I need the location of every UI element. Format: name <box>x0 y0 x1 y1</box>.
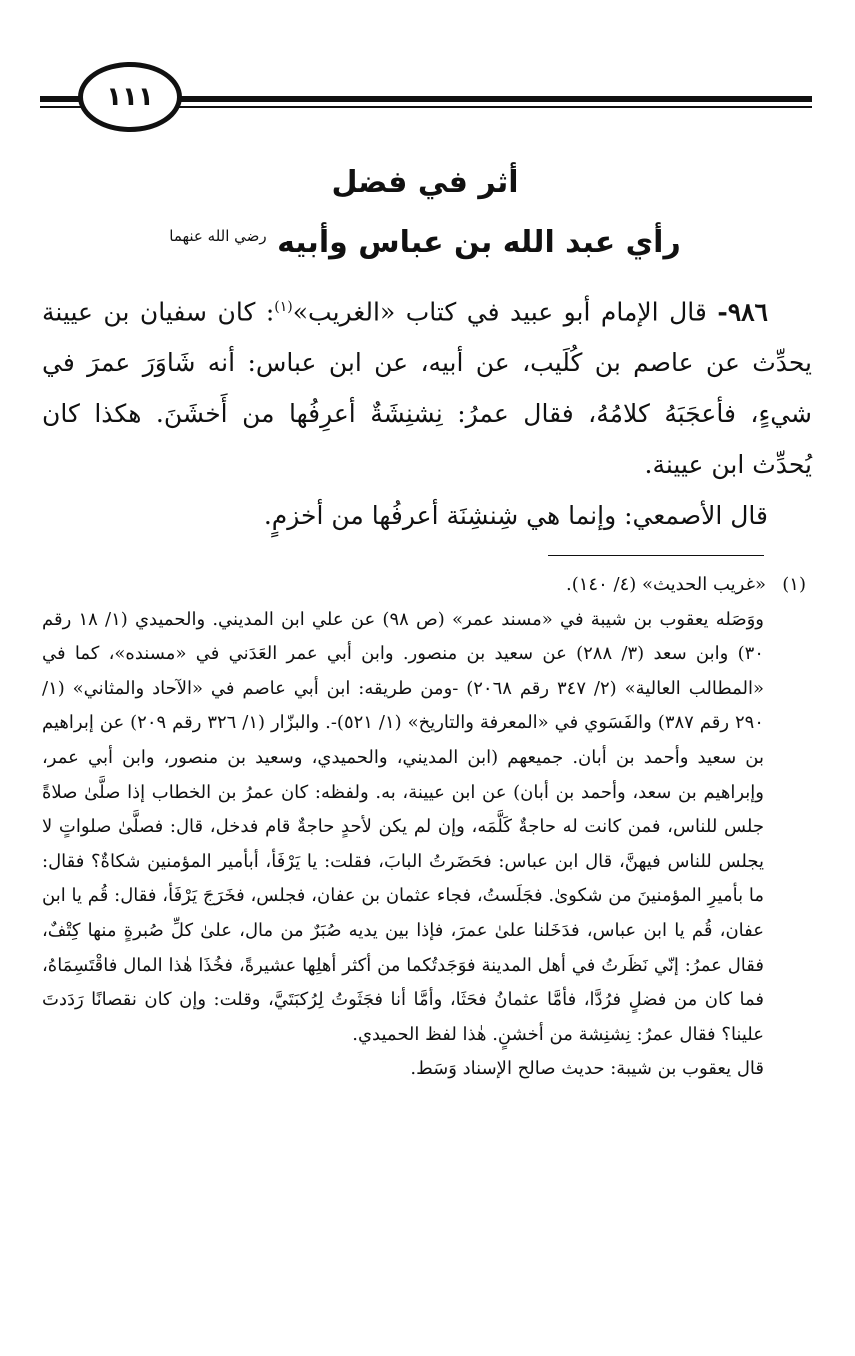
paragraph-1-start: قال الإمام أبو عبيد في كتاب «الغريب» <box>292 297 707 327</box>
footnote-separator <box>548 555 764 556</box>
hadith-number: ٩٨٦- <box>717 297 768 327</box>
honorific-glyph: رضي الله عنهما <box>169 227 267 245</box>
title-line-2-text: رأي عبد الله بن عباس وأبيه <box>277 225 681 260</box>
title-line-2 <box>40 208 810 271</box>
footnote-reference: (١) <box>274 299 293 315</box>
title-line-1: أثر في فضل <box>331 165 519 200</box>
section-title <box>40 158 810 271</box>
main-body <box>42 282 812 541</box>
footnote-source: «غريب الحديث» (٤/ ١٤٠). <box>566 574 766 595</box>
header-rule-left-thin <box>40 106 84 108</box>
header-rule-thick <box>80 96 812 102</box>
footnote-1-heading <box>42 568 806 603</box>
footnote-number: (١) <box>782 574 806 595</box>
footnote-1-closing: قال يعقوب بن شيبة: حديث صالح الإسناد وَسَط. <box>410 1058 764 1080</box>
footnote-1-body: ووَصَله يعقوب بن شيبة في «مسند عمر» (ص ٩٨) عن علي ابن المديني. والحميدي (١/ ١٨ رقم ٣٠) وابن سعد (٣/ ٢٨٨) عن سعيد بن منصور. وابن أبي عمر العَدَني في «مسنده»، كما في «المطالب العالية» (٢/ ٣٤٧ رقم ٢٠٦٨) -ومن طريقه: ابن أبي عاصم في «الآحاد والمثاني» (١/ ٢٩٠ رقم ٣٨٧) والفَسَوي في «المعرفة والتاريخ» (١/ ٥٢١)-. والبزّار (١/ ٣٢٦ رقم ٢٠٩) عن إبراهيم بن سعيد وأحمد بن أبان. جميعهم (ابن المديني، والحميدي، وسعيد بن منصور، وابن أبي عمر، وإبراهيم بن سعد، وأحمد بن أبان) عن ابن عيينة، به. ولفظه: كان عمرُ بن الخطاب إذا صلَّىٰ صلاةً جلس للناس، فمن كانت له حاجةٌ كَلَّمَه، وإن لم يكن لأحدٍ حاجةٌ قام فدخل، قال: فصلَّىٰ صلواتٍ لا يجلس للناس فيهنَّ، قال ابن عباس: فحَضَرتُ البابَ، فقلت: يا يَرْفَأ، أبأمير المؤمنين شكاةٌ؟ فقال: ما بأميرِ المؤمنينَ من شكوىٰ. فجَلَستُ، فجاء عثمان بن عفان، فجلس، فخَرَجَ يَرْفَأ، فقال: قُم يا ابن عفان، قُم يا ابن عباس، فدَخَلنا علىٰ عمرَ، فإذا بين يديه صُبَرٌ من مال، علىٰ كلِّ صُبرةٍ منها كِتْفٌ، فقال عمرُ: إنّي نَظَرتُ في أهل المدينة فوَجَدتُكما من أكثر أهلِها عشيرةً، فخُذَا هٰذا المال فاقْتَسِمَاهُ، فما كان من فضلٍ فرُدَّا، فأمَّا عثمانُ فحَثَا، وأمَّا أنا فجَثَوتُ لِرُكبَتَيَّ، وقلت: وإن كان نقصانًا رَدَدتَ علينا؟ فقال عمرُ: نِشنِشة من أخشنٍ. هٰذا لفظ الحميدي. <box>42 608 765 1045</box>
header-rule-thin <box>80 106 812 108</box>
asmai-paragraph: قال الأصمعي: وإنما هي شِنشِنَة أعرفُها من أخزمٍ. <box>263 501 768 531</box>
page-number: ١١١ <box>78 62 182 132</box>
footnotes <box>42 568 806 1087</box>
hadith-paragraph <box>42 282 812 490</box>
page-header <box>40 62 812 134</box>
paragraph-1-rest: : كان سفيان بن عيينة يحدِّث عن عاصم بن كُلَيب، عن أبيه، عن ابن عباس: أنه شَاوَرَ عمرَ في شيءٍ، فأعجَبَهُ كلامُهُ، فقال عمرُ: نِشنِشَةٌ أعرِفُها من أَخشَنَ. هكذا كان يُحدِّث ابن عيينة. <box>42 297 812 480</box>
